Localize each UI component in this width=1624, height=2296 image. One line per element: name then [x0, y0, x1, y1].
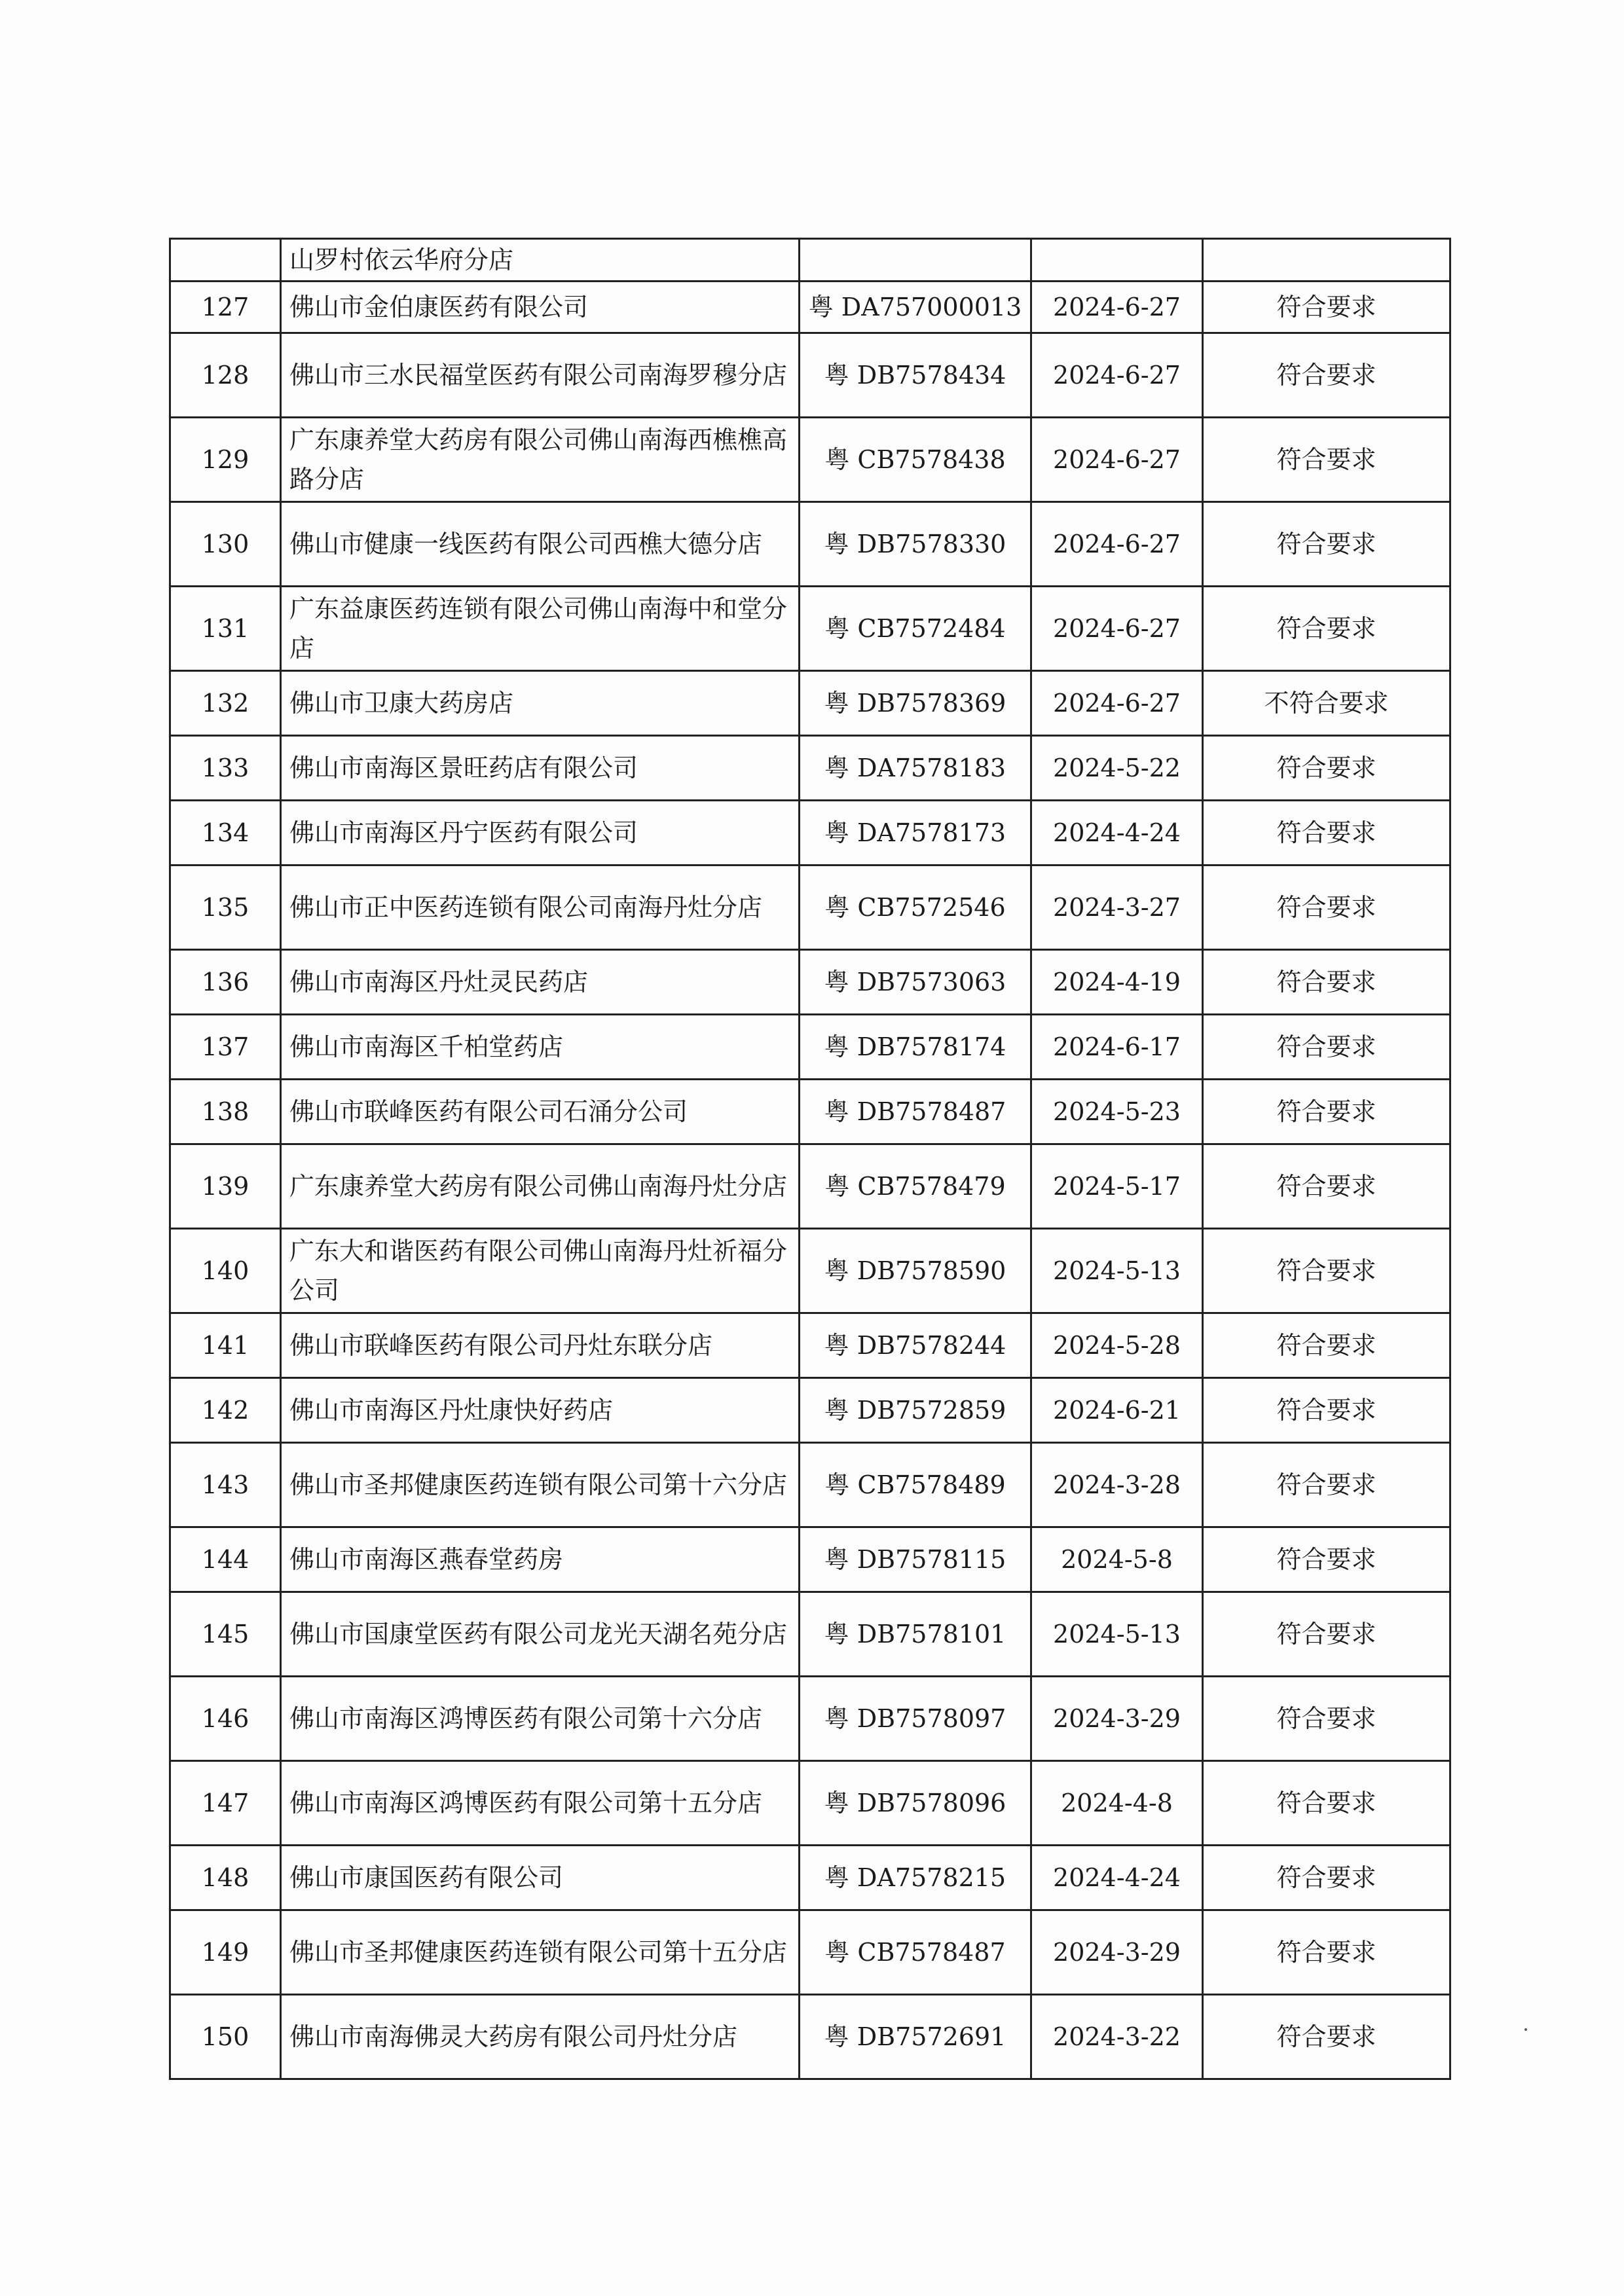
cell-result: 符合要求 — [1203, 1378, 1450, 1443]
cell-date: 2024-6-27 — [1031, 333, 1203, 418]
cell-result: 符合要求 — [1203, 736, 1450, 801]
cell-license-code: 粤 DA7578183 — [800, 736, 1031, 801]
cell-number: 132 — [170, 671, 281, 736]
cell-store-name: 佛山市南海区丹宁医药有限公司 — [281, 801, 800, 866]
cell-result: 符合要求 — [1203, 333, 1450, 418]
cell-number: 128 — [170, 333, 281, 418]
cell-license-code: 粤 CB7578479 — [800, 1144, 1031, 1229]
cell-number: 130 — [170, 502, 281, 587]
cell-license-code: 粤 DB7578097 — [800, 1677, 1031, 1761]
cell-number: 147 — [170, 1761, 281, 1846]
inspection-table — [169, 238, 1451, 2080]
cell-result: 符合要求 — [1203, 502, 1450, 587]
cell-store-name: 佛山市康国医药有限公司 — [281, 1846, 800, 1910]
cell-license-code: 粤 CB7572484 — [800, 587, 1031, 671]
cell-store-name: 佛山市南海佛灵大药房有限公司丹灶分店 — [281, 1995, 800, 2079]
cell-date: 2024-3-29 — [1031, 1677, 1203, 1761]
cell-license-code: 粤 DB7572691 — [800, 1995, 1031, 2079]
cell-date: 2024-5-13 — [1031, 1592, 1203, 1677]
cell-result — [1203, 239, 1450, 282]
cell-license-code: 粤 DB7578434 — [800, 333, 1031, 418]
table-row-continued — [170, 239, 1450, 282]
cell-store-name: 佛山市正中医药连锁有限公司南海丹灶分店 — [281, 866, 800, 950]
cell-number: 149 — [170, 1910, 281, 1995]
table-row — [170, 1677, 1450, 1761]
cell-license-code: 粤 DB7573063 — [800, 950, 1031, 1015]
cell-result: 符合要求 — [1203, 1592, 1450, 1677]
cell-date: 2024-5-22 — [1031, 736, 1203, 801]
cell-license-code: 粤 DB7578174 — [800, 1015, 1031, 1080]
cell-store-name: 广东康养堂大药房有限公司佛山南海丹灶分店 — [281, 1144, 800, 1229]
table-row — [170, 1080, 1450, 1144]
cell-store-name: 佛山市联峰医药有限公司石涌分公司 — [281, 1080, 800, 1144]
cell-result: 符合要求 — [1203, 1761, 1450, 1846]
table-row — [170, 866, 1450, 950]
table-row — [170, 587, 1450, 671]
cell-date: 2024-3-28 — [1031, 1443, 1203, 1527]
table-row — [170, 1443, 1450, 1527]
cell-result: 符合要求 — [1203, 1995, 1450, 2079]
cell-date: 2024-6-21 — [1031, 1378, 1203, 1443]
cell-license-code: 粤 CB7572546 — [800, 866, 1031, 950]
table-row — [170, 801, 1450, 866]
cell-store-name: 佛山市国康堂医药有限公司龙光天湖名苑分店 — [281, 1592, 800, 1677]
table-row — [170, 1592, 1450, 1677]
table-row — [170, 1313, 1450, 1378]
cell-number — [170, 239, 281, 282]
cell-number: 133 — [170, 736, 281, 801]
cell-result: 符合要求 — [1203, 1229, 1450, 1313]
cell-date: 2024-6-27 — [1031, 282, 1203, 333]
cell-number: 144 — [170, 1527, 281, 1592]
cell-store-name: 佛山市南海区鸿博医药有限公司第十五分店 — [281, 1761, 800, 1846]
table-row — [170, 502, 1450, 587]
table-row — [170, 1846, 1450, 1910]
cell-store-name: 佛山市南海区千柏堂药店 — [281, 1015, 800, 1080]
table-row — [170, 1378, 1450, 1443]
cell-date: 2024-6-27 — [1031, 587, 1203, 671]
cell-store-name: 佛山市三水民福堂医药有限公司南海罗穆分店 — [281, 333, 800, 418]
cell-license-code: 粤 DA7578173 — [800, 801, 1031, 866]
cell-store-name: 佛山市健康一线医药有限公司西樵大德分店 — [281, 502, 800, 587]
cell-store-name: 佛山市南海区丹灶康快好药店 — [281, 1378, 800, 1443]
cell-store-name: 佛山市南海区鸿博医药有限公司第十六分店 — [281, 1677, 800, 1761]
cell-number: 131 — [170, 587, 281, 671]
cell-date: 2024-6-27 — [1031, 418, 1203, 502]
cell-license-code: 粤 DB7578487 — [800, 1080, 1031, 1144]
cell-number: 148 — [170, 1846, 281, 1910]
cell-result: 符合要求 — [1203, 587, 1450, 671]
cell-result: 符合要求 — [1203, 1910, 1450, 1995]
cell-store-name: 佛山市联峰医药有限公司丹灶东联分店 — [281, 1313, 800, 1378]
scan-speck — [1524, 2028, 1527, 2031]
cell-number: 139 — [170, 1144, 281, 1229]
cell-date: 2024-5-23 — [1031, 1080, 1203, 1144]
cell-store-name: 佛山市圣邦健康医药连锁有限公司第十六分店 — [281, 1443, 800, 1527]
cell-number: 143 — [170, 1443, 281, 1527]
table-row — [170, 1015, 1450, 1080]
table-row — [170, 1761, 1450, 1846]
cell-store-name: 佛山市南海区燕春堂药房 — [281, 1527, 800, 1592]
cell-date: 2024-6-27 — [1031, 502, 1203, 587]
cell-date: 2024-4-24 — [1031, 1846, 1203, 1910]
cell-license-code: 粤 CB7578438 — [800, 418, 1031, 502]
cell-number: 142 — [170, 1378, 281, 1443]
table-row — [170, 282, 1450, 333]
cell-store-name: 佛山市圣邦健康医药连锁有限公司第十五分店 — [281, 1910, 800, 1995]
cell-date: 2024-6-27 — [1031, 671, 1203, 736]
cell-date: 2024-3-29 — [1031, 1910, 1203, 1995]
cell-date: 2024-4-8 — [1031, 1761, 1203, 1846]
cell-store-name: 佛山市金伯康医药有限公司 — [281, 282, 800, 333]
cell-result: 符合要求 — [1203, 1443, 1450, 1527]
table-row — [170, 333, 1450, 418]
cell-date: 2024-4-19 — [1031, 950, 1203, 1015]
cell-store-name: 广东康养堂大药房有限公司佛山南海西樵樵高路分店 — [281, 418, 800, 502]
cell-number: 138 — [170, 1080, 281, 1144]
cell-date: 2024-4-24 — [1031, 801, 1203, 866]
cell-store-name: 广东益康医药连锁有限公司佛山南海中和堂分店 — [281, 587, 800, 671]
table-row — [170, 1995, 1450, 2079]
cell-result: 符合要求 — [1203, 1313, 1450, 1378]
cell-license-code: 粤 DB7578590 — [800, 1229, 1031, 1313]
cell-license-code: 粤 DB7578096 — [800, 1761, 1031, 1846]
cell-result: 符合要求 — [1203, 950, 1450, 1015]
cell-license-code — [800, 239, 1031, 282]
cell-number: 150 — [170, 1995, 281, 2079]
cell-license-code: 粤 DB7572859 — [800, 1378, 1031, 1443]
cell-result: 符合要求 — [1203, 1846, 1450, 1910]
cell-license-code: 粤 DA7578215 — [800, 1846, 1031, 1910]
cell-result: 符合要求 — [1203, 801, 1450, 866]
cell-result: 符合要求 — [1203, 1080, 1450, 1144]
cell-date: 2024-5-17 — [1031, 1144, 1203, 1229]
cell-license-code: 粤 DA757000013 — [800, 282, 1031, 333]
cell-store-name: 佛山市南海区景旺药店有限公司 — [281, 736, 800, 801]
cell-result: 符合要求 — [1203, 1015, 1450, 1080]
cell-date: 2024-3-27 — [1031, 866, 1203, 950]
cell-number: 136 — [170, 950, 281, 1015]
cell-number: 146 — [170, 1677, 281, 1761]
cell-result: 不符合要求 — [1203, 671, 1450, 736]
cell-date: 2024-5-28 — [1031, 1313, 1203, 1378]
cell-number: 140 — [170, 1229, 281, 1313]
cell-number: 135 — [170, 866, 281, 950]
table-row — [170, 1229, 1450, 1313]
cell-license-code: 粤 DB7578101 — [800, 1592, 1031, 1677]
cell-number: 137 — [170, 1015, 281, 1080]
cell-license-code: 粤 DB7578244 — [800, 1313, 1031, 1378]
table-row — [170, 950, 1450, 1015]
cell-license-code: 粤 CB7578487 — [800, 1910, 1031, 1995]
cell-result: 符合要求 — [1203, 866, 1450, 950]
cell-license-code: 粤 DB7578115 — [800, 1527, 1031, 1592]
cell-store-name: 佛山市卫康大药房店 — [281, 671, 800, 736]
table-row — [170, 736, 1450, 801]
cell-result: 符合要求 — [1203, 1527, 1450, 1592]
table-row — [170, 418, 1450, 502]
table-body — [170, 239, 1450, 2079]
cell-number: 141 — [170, 1313, 281, 1378]
cell-date — [1031, 239, 1203, 282]
table-row — [170, 1910, 1450, 1995]
cell-date: 2024-5-8 — [1031, 1527, 1203, 1592]
cell-number: 127 — [170, 282, 281, 333]
cell-result: 符合要求 — [1203, 1144, 1450, 1229]
cell-date: 2024-6-17 — [1031, 1015, 1203, 1080]
cell-number: 129 — [170, 418, 281, 502]
cell-license-code: 粤 DB7578330 — [800, 502, 1031, 587]
cell-store-name: 山罗村依云华府分店 — [281, 239, 800, 282]
cell-date: 2024-5-13 — [1031, 1229, 1203, 1313]
cell-number: 145 — [170, 1592, 281, 1677]
cell-result: 符合要求 — [1203, 282, 1450, 333]
cell-store-name: 佛山市南海区丹灶灵民药店 — [281, 950, 800, 1015]
table-row — [170, 1144, 1450, 1229]
table-row — [170, 671, 1450, 736]
cell-store-name: 广东大和谐医药有限公司佛山南海丹灶祈福分公司 — [281, 1229, 800, 1313]
cell-date: 2024-3-22 — [1031, 1995, 1203, 2079]
cell-license-code: 粤 DB7578369 — [800, 671, 1031, 736]
table-row — [170, 1527, 1450, 1592]
cell-result: 符合要求 — [1203, 1677, 1450, 1761]
cell-license-code: 粤 CB7578489 — [800, 1443, 1031, 1527]
cell-result: 符合要求 — [1203, 418, 1450, 502]
cell-number: 134 — [170, 801, 281, 866]
